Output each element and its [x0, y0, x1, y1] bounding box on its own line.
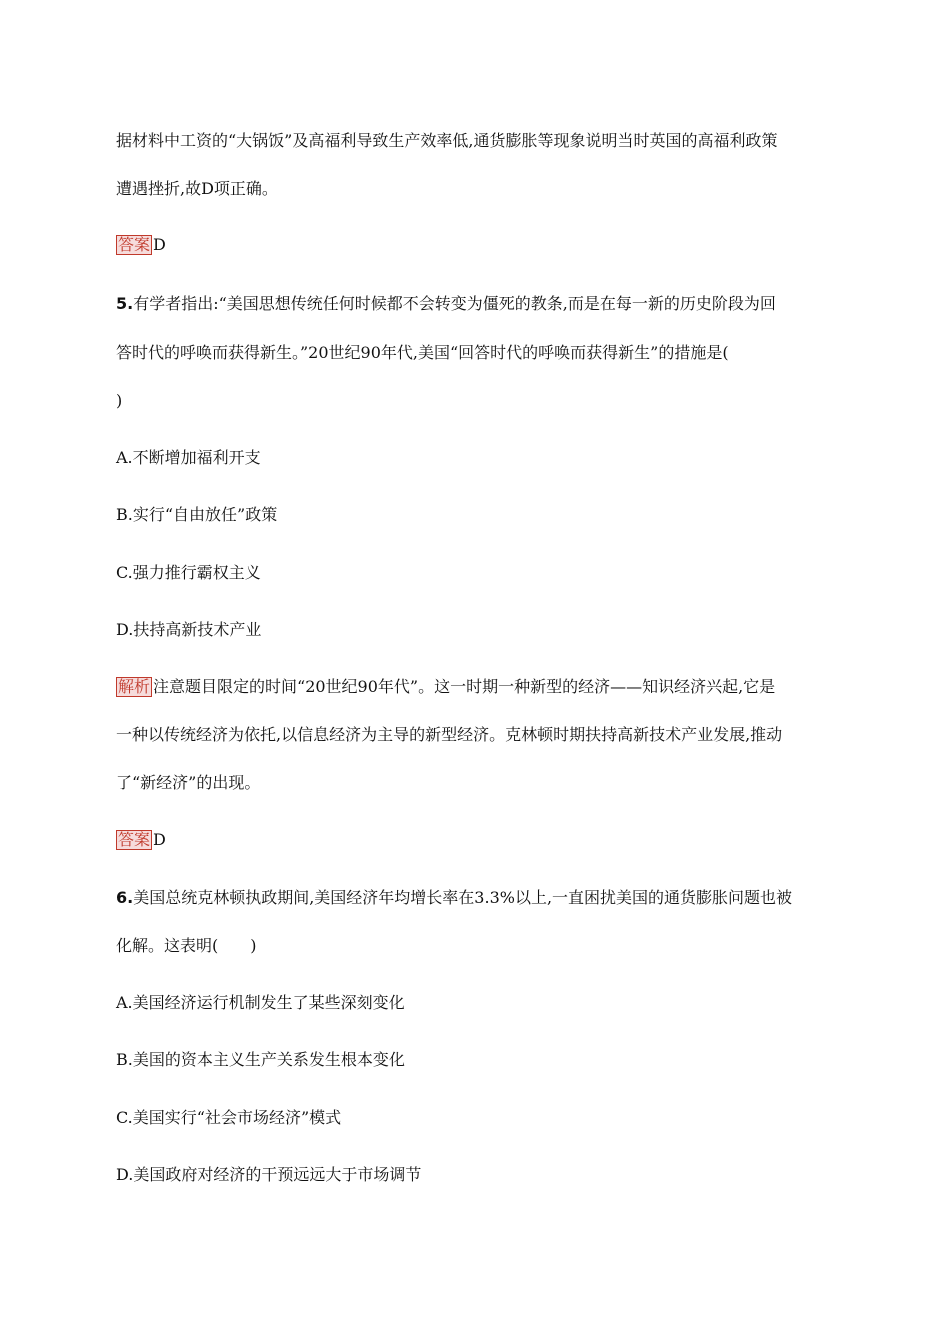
prev-explanation-line-2: 遭遇挫折,故D项正确。	[116, 179, 278, 198]
q6-stem-line-2: 化解。这表明( )	[116, 936, 257, 955]
q5-analysis-line-1	[116, 677, 836, 697]
answer-tag: 答案	[118, 830, 151, 849]
q5-analysis-line-3: 了“新经济”的出现。	[116, 773, 261, 792]
q5-stem-line-3: )	[116, 391, 123, 410]
q6-option-d: D.美国政府对经济的干预远远大于市场调节	[116, 1165, 422, 1184]
q5-option-b: B.实行“自由放任”政策	[116, 505, 278, 524]
q6-number: 6.	[116, 888, 134, 907]
q5-stem-line-1	[116, 294, 836, 314]
answer-value: D	[153, 235, 166, 254]
q5-analysis-text-1: 注意题目限定的时间“20世纪90年代”。这一时期一种新型的经济——知识经济兴起,它是	[153, 677, 776, 696]
q5-option-c: C.强力推行霸权主义	[116, 563, 261, 582]
q5-analysis-line-2: 一种以传统经济为依托,以信息经济为主导的新型经济。克林顿时期扶持高新技术产业发展,推动	[116, 725, 783, 744]
q5-option-a: A.不断增加福利开支	[116, 448, 261, 467]
prev-explanation-line-1: 据材料中工资的“大锅饭”及高福利导致生产效率低,通货膨胀等现象说明当时英国的高福利政策	[116, 131, 778, 150]
q5-stem-text-1: 有学者指出:“美国思想传统任何时候都不会转变为僵死的教条,而是在每一新的历史阶段为回	[133, 294, 776, 313]
q6-stem-text-1: 美国总统克林顿执政期间,美国经济年均增长率在3.3%以上,一直困扰美国的通货膨胀问题也被	[133, 888, 793, 907]
answer-value: D	[153, 830, 166, 849]
q6-option-a: A.美国经济运行机制发生了某些深刻变化	[116, 993, 405, 1012]
q5-stem-line-2: 答时代的呼唤而获得新生。”20世纪90年代,美国“回答时代的呼唤而获得新生”的措施是(	[116, 343, 729, 362]
q6-stem-line-1	[116, 888, 836, 908]
answer-line-q5	[116, 830, 836, 850]
answer-tag: 答案	[118, 235, 151, 254]
q5-number: 5.	[116, 294, 134, 313]
q5-option-d: D.扶持高新技术产业	[116, 620, 262, 639]
analysis-tag: 解析	[118, 677, 151, 696]
q6-option-c: C.美国实行“社会市场经济”模式	[116, 1108, 342, 1127]
q6-option-b: B.美国的资本主义生产关系发生根本变化	[116, 1050, 405, 1069]
answer-line-q4	[116, 235, 836, 255]
